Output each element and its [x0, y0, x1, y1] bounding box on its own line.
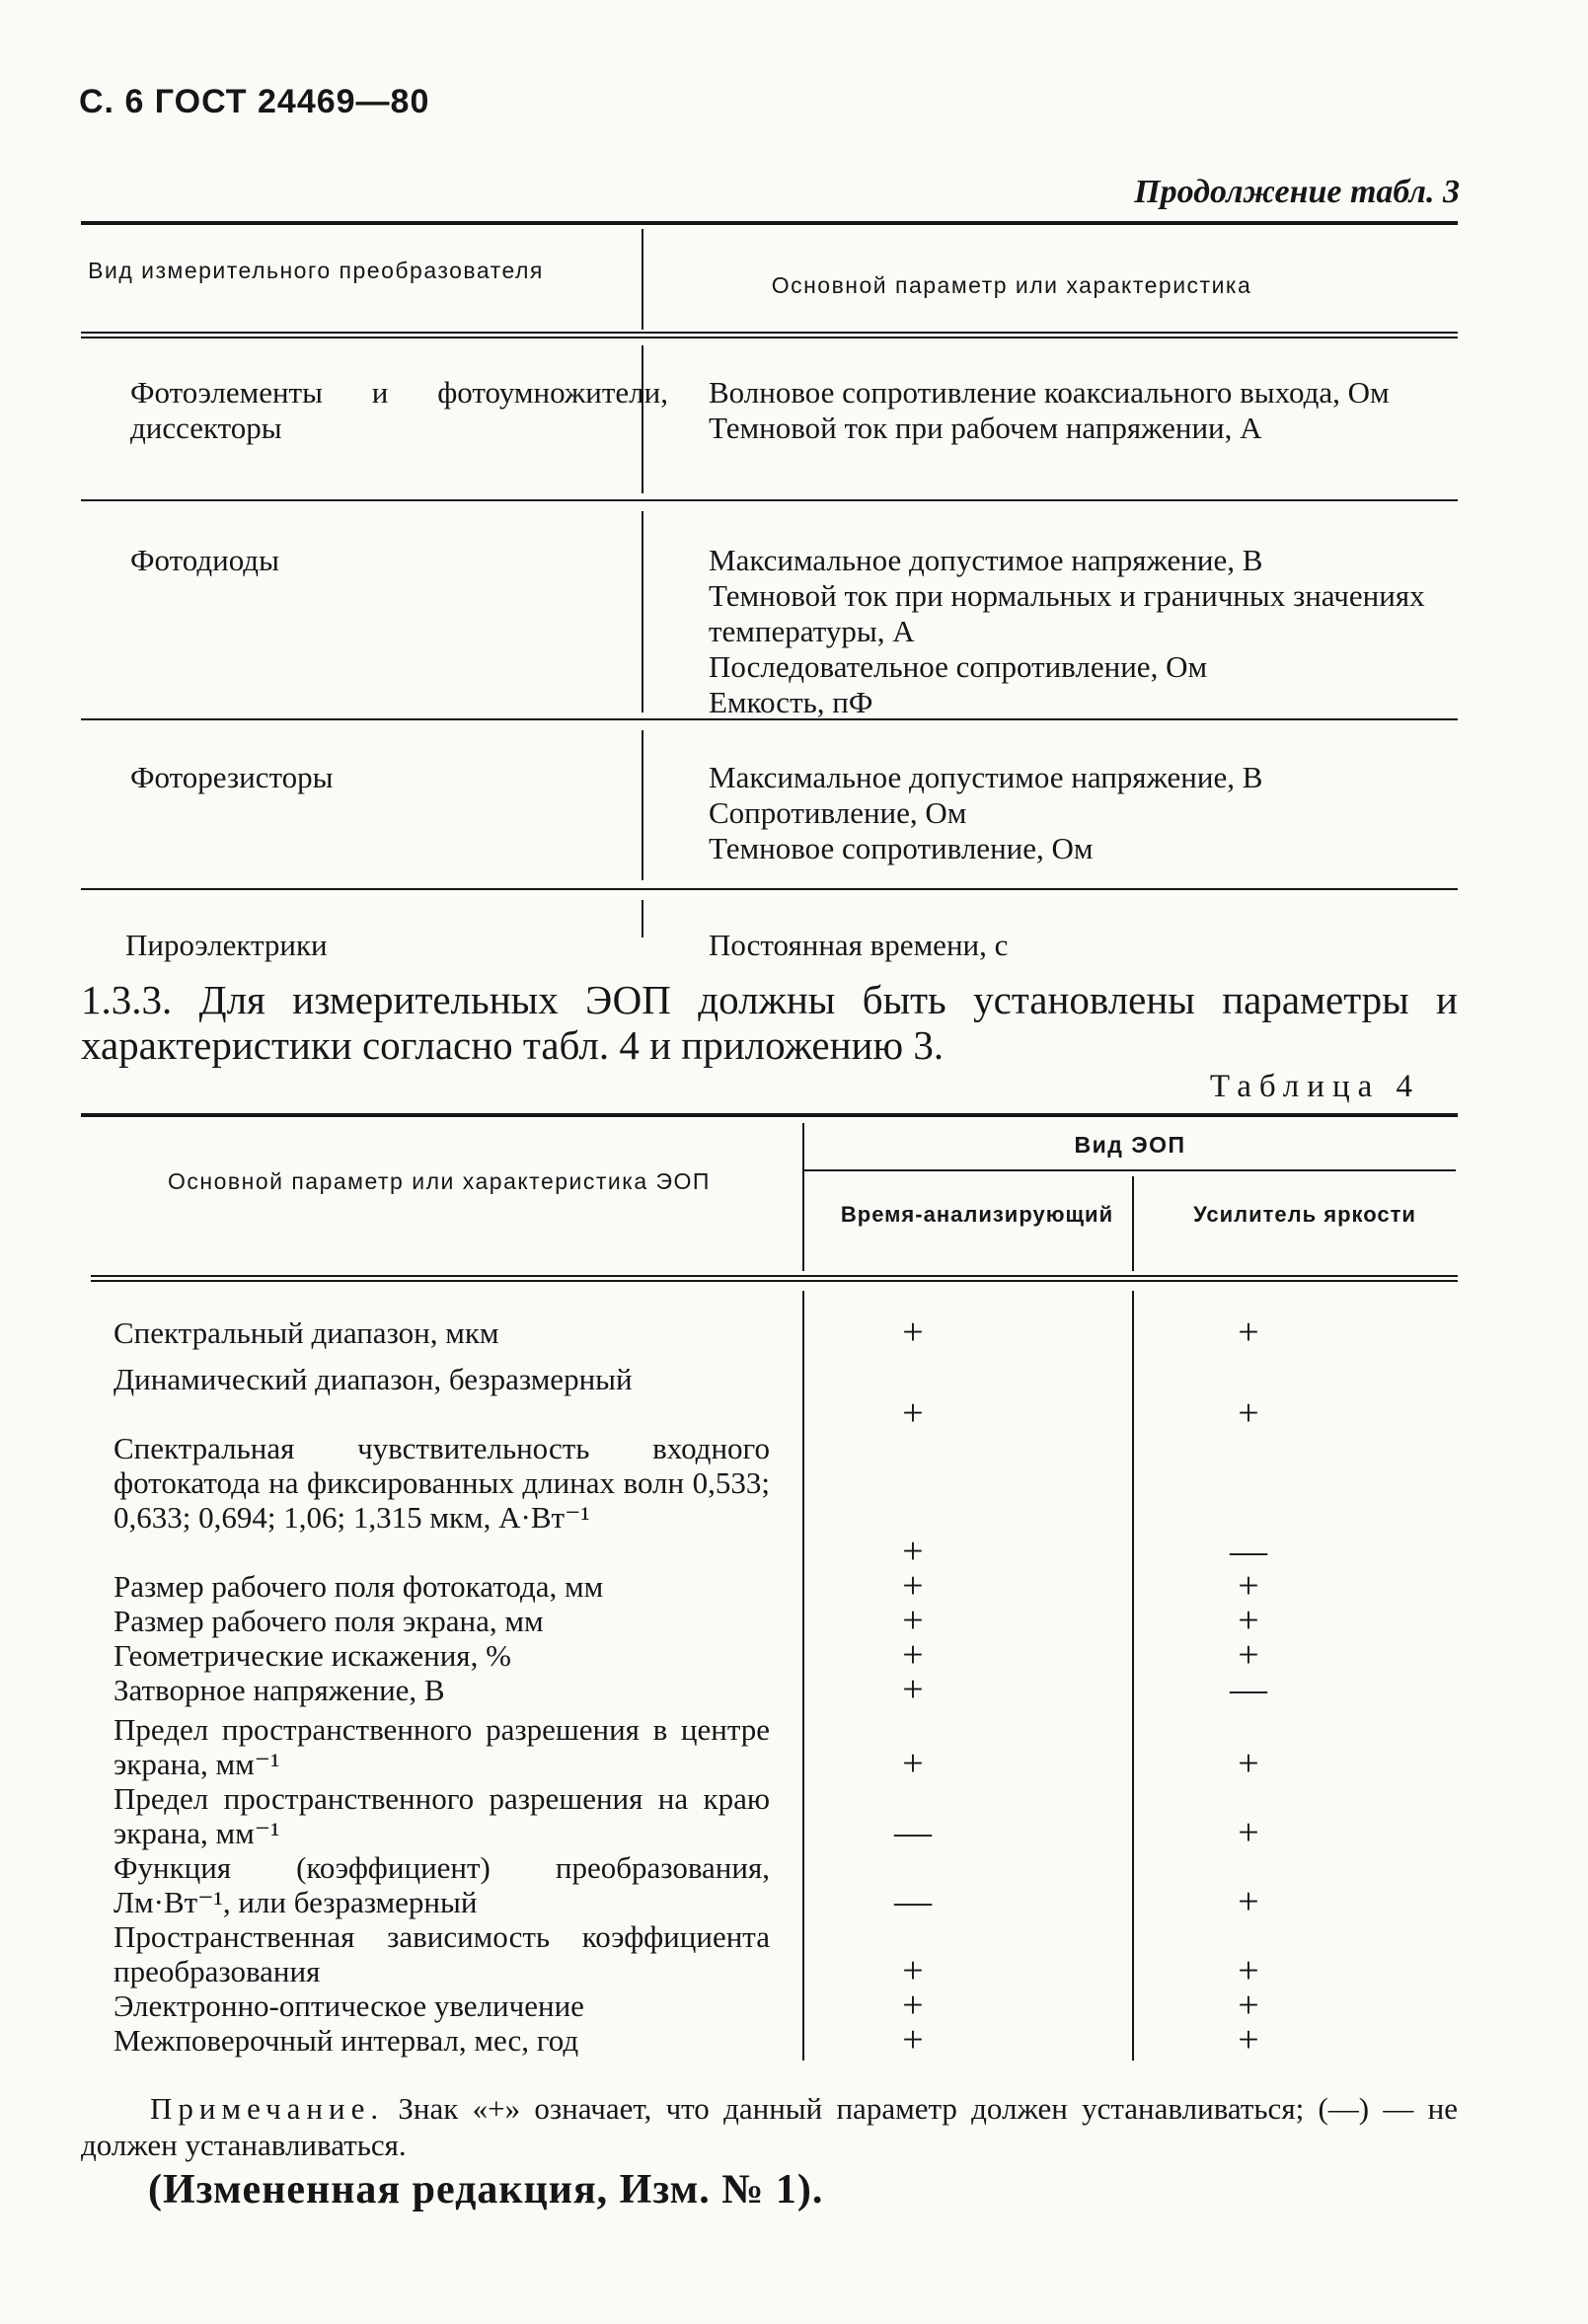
- column-header-converter-type: Вид измерительного преобразователя: [88, 258, 544, 283]
- parameter: Максимальное допустимое напряжение, В: [709, 543, 1263, 577]
- parameter-list: [671, 543, 1458, 720]
- parameter: Темновой ток при рабочем напряжении, А: [709, 411, 1262, 445]
- parameter-name: Пространственная зависимость коэффициента преобразования: [113, 1919, 770, 1988]
- parameter-list: [671, 928, 1458, 963]
- mark-brightness-amplifier: +: [1238, 1392, 1259, 1434]
- table-4-label: Таблица 4: [1209, 1069, 1420, 1104]
- row-divider: [81, 888, 1458, 890]
- table-header-rule: [81, 332, 1458, 334]
- converter-type: Пироэлектрики: [125, 928, 328, 962]
- mark-brightness-amplifier: +: [1238, 1950, 1259, 1991]
- mark-time-analyzing: +: [902, 1565, 924, 1607]
- table-header-rule: [91, 1275, 1458, 1277]
- mark-time-analyzing: +: [902, 1743, 924, 1784]
- parameter: Темновой ток при нормальных и граничных значениях температуры, А: [709, 578, 1425, 648]
- column-divider: [642, 229, 643, 330]
- mark-brightness-amplifier: +: [1238, 1565, 1259, 1607]
- mark-time-analyzing: +: [902, 1985, 924, 2026]
- mark-time-analyzing: +: [902, 1312, 924, 1353]
- mark-brightness-amplifier: —: [1230, 1531, 1267, 1572]
- column-divider: [642, 730, 643, 880]
- parameter-name: Межповерочный интервал, мес, год: [113, 2023, 579, 2058]
- mark-brightness-amplifier: +: [1238, 1985, 1259, 2026]
- note-text: Знак «+» означает, что данный параметр должен устанавливаться; (—) — не должен устанавливаться.: [81, 2091, 1458, 2162]
- note-label: Примечание.: [150, 2091, 385, 2126]
- row-divider: [81, 499, 1458, 501]
- mark-time-analyzing: +: [902, 2019, 924, 2061]
- parameter-name: Размер рабочего поля фотокатода, мм: [113, 1569, 604, 1604]
- paragraph-1-3-3: 1.3.3. Для измерительных ЭОП должны быть установлены параметры и характеристики согласно табл. 4 и приложению 3.: [81, 977, 1458, 1068]
- mark-brightness-amplifier: +: [1238, 1312, 1259, 1353]
- edition-note: (Измененная редакция, Изм. № 1).: [148, 2167, 824, 2212]
- table-header-rule-double: [91, 1280, 1458, 1282]
- mark-brightness-amplifier: —: [1230, 1669, 1267, 1710]
- column-divider: [1132, 1291, 1134, 2061]
- parameter-list: [671, 375, 1458, 446]
- table-continuation-label: Продолжение табл. 3: [1134, 174, 1460, 210]
- mark-brightness-amplifier: +: [1238, 1600, 1259, 1641]
- mark-time-analyzing: +: [902, 1531, 924, 1572]
- parameter-name: Предел пространственного разрешения в центре экрана, мм⁻¹: [113, 1712, 770, 1781]
- parameter-name: Геометрические искажения, %: [113, 1638, 511, 1673]
- column-header-parameter: Основной параметр или характеристика ЭОП: [168, 1168, 711, 1194]
- parameter-name: Функция (коэффициент) преобразования, Лм·Вт⁻¹, или безразмерный: [113, 1850, 770, 1919]
- table-top-rule: [81, 221, 1458, 225]
- parameter-name: Предел пространственного разрешения на краю экрана, мм⁻¹: [113, 1781, 770, 1850]
- mark-time-analyzing: +: [902, 1392, 924, 1434]
- parameter-name: Электронно-оптическое увеличение: [113, 1988, 584, 2023]
- parameter-list: [671, 760, 1458, 866]
- mark-time-analyzing: —: [894, 1881, 932, 1922]
- mark-brightness-amplifier: +: [1238, 1812, 1259, 1853]
- parameter-name: Размер рабочего поля экрана, мм: [113, 1604, 544, 1638]
- parameter: Волновое сопротивление коаксиального выхода, Ом: [709, 375, 1390, 410]
- table-note: [81, 2090, 1458, 2163]
- parameter-name: Динамический диапазон, безразмерный: [113, 1362, 633, 1396]
- parameter-name: Затворное напряжение, В: [113, 1673, 445, 1707]
- group-header-rule: [804, 1169, 1456, 1171]
- mark-time-analyzing: +: [902, 1669, 924, 1710]
- parameter-name: Спектральная чувствительность входного фотокатода на фиксированных длинах волн 0,533; 0,633; 0,694; 1,06; 1,315 мкм, А·Вт⁻¹: [113, 1431, 770, 1535]
- parameter: Темновое сопротивление, Ом: [709, 831, 1094, 865]
- mark-brightness-amplifier: +: [1238, 1881, 1259, 1922]
- converter-type: Фотодиоды: [130, 543, 279, 577]
- table-header-rule-double: [81, 337, 1458, 338]
- page-header: С. 6 ГОСТ 24469—80: [79, 83, 430, 120]
- mark-brightness-amplifier: +: [1238, 1634, 1259, 1676]
- table-top-rule: [81, 1113, 1458, 1117]
- parameter: Сопротивление, Ом: [709, 795, 967, 830]
- column-header-brightness-amplifier: Усилитель яркости: [1193, 1202, 1416, 1227]
- mark-time-analyzing: +: [902, 1634, 924, 1676]
- parameter: Емкость, пФ: [709, 685, 873, 719]
- column-group-header-eop-type: Вид ЭОП: [1074, 1132, 1186, 1158]
- mark-time-analyzing: —: [894, 1812, 932, 1853]
- mark-time-analyzing: +: [902, 1950, 924, 1991]
- converter-type: Фотоэлементы и фотоумножители, диссекторы: [130, 375, 668, 445]
- mark-time-analyzing: +: [902, 1600, 924, 1641]
- parameter: Максимальное допустимое напряжение, В: [709, 760, 1263, 794]
- column-header-time-analyzing: Время-анализирующий: [840, 1202, 1114, 1227]
- column-divider: [802, 1291, 804, 2061]
- mark-brightness-amplifier: +: [1238, 2019, 1259, 2061]
- column-divider: [642, 511, 643, 712]
- parameter: Последовательное сопротивление, Ом: [709, 649, 1208, 684]
- converter-type: Фоторезисторы: [130, 760, 334, 794]
- mark-brightness-amplifier: +: [1238, 1743, 1259, 1784]
- column-header-parameter: Основной параметр или характеристика: [771, 272, 1252, 298]
- parameter: Постоянная времени, с: [709, 928, 1009, 962]
- parameter-name: Спектральный диапазон, мкм: [113, 1315, 499, 1350]
